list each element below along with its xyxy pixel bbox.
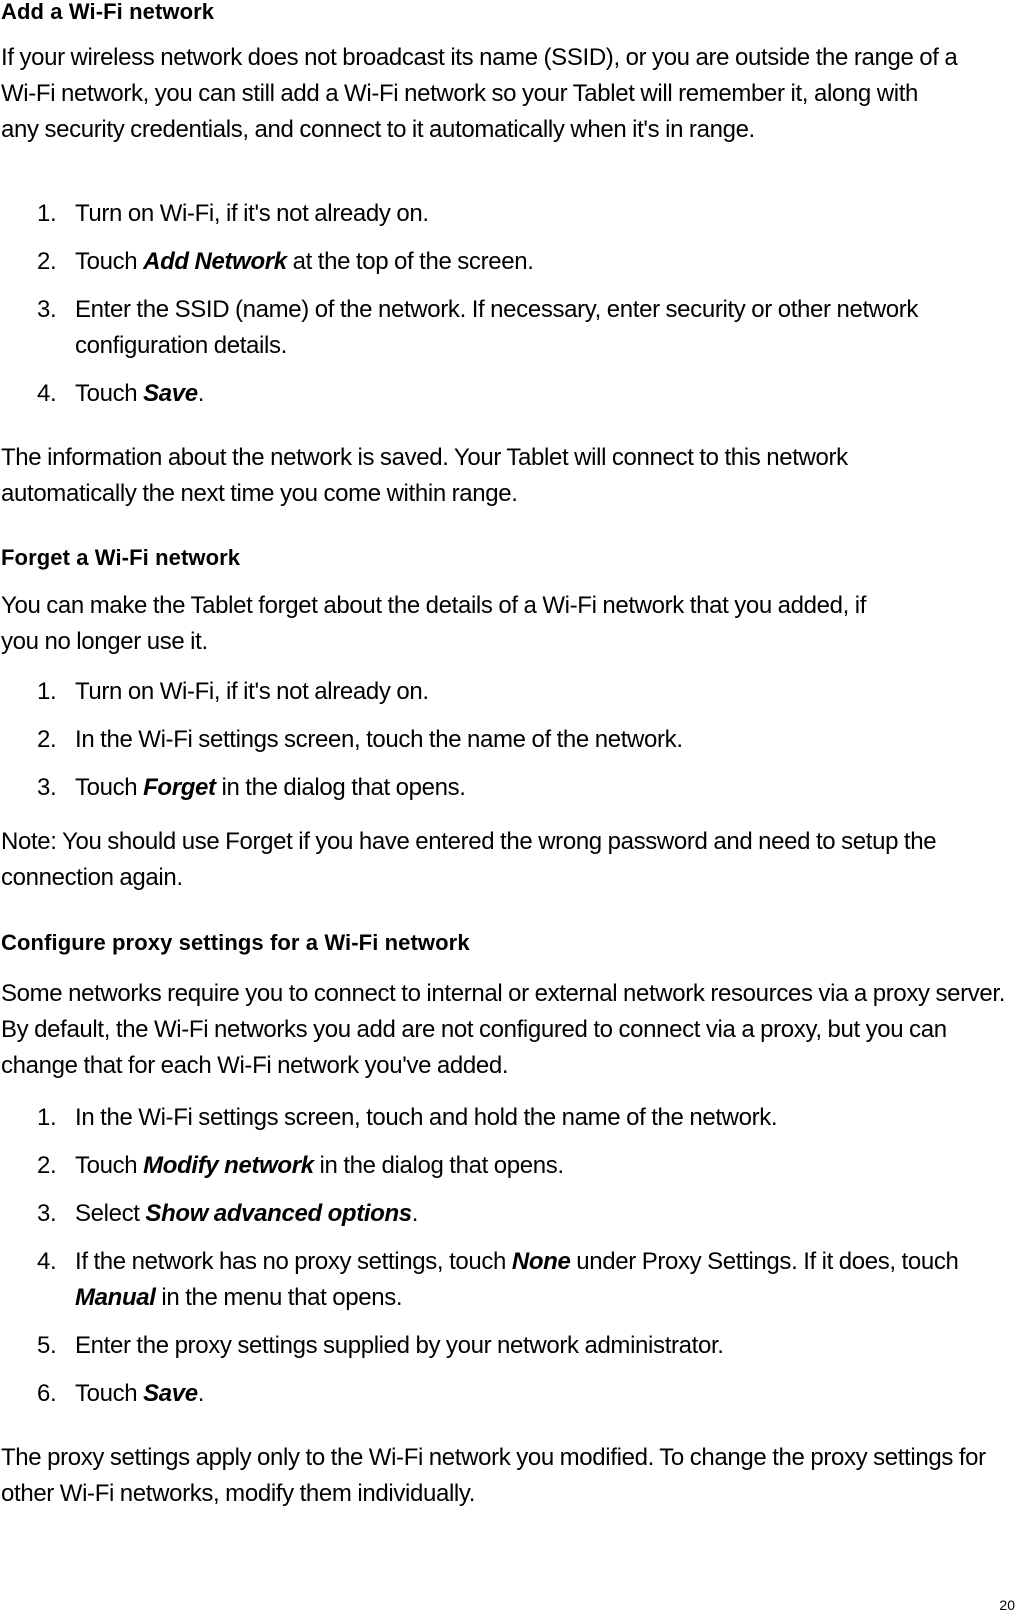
list-item [1, 376, 1001, 424]
step-text: Touch [75, 1152, 144, 1179]
add-network-outro: The information about the network is saved. Your Tablet will connect to this network automatically the next time you come within range. [1, 444, 848, 507]
list-item [1, 770, 1001, 818]
step-number: 2. [37, 726, 57, 753]
forget-network-steps [1, 674, 1001, 818]
step-text: in the dialog that opens. [215, 774, 466, 801]
step-number: 4. [37, 1248, 57, 1275]
step-text: Touch [75, 248, 144, 275]
list-item [1, 722, 1001, 770]
list-item [1, 1148, 1025, 1196]
list-item [1, 1328, 1025, 1376]
step-number: 3. [37, 1200, 57, 1227]
proxy-settings-steps [1, 1100, 1025, 1424]
step-emphasis: Show advanced options [145, 1200, 412, 1227]
step-text: In the Wi-Fi settings screen, touch and hold the name of the network. [75, 1104, 778, 1131]
step-number: 3. [37, 774, 57, 801]
forget-network-note: Note: You should use Forget if you have entered the wrong password and need to setup the connection again. [1, 828, 937, 891]
step-text: Touch [75, 1380, 144, 1407]
step-text: Enter the SSID (name) of the network. If necessary, enter security or other network configuration details. [75, 296, 919, 359]
add-network-intro: If your wireless network does not broadcast its name (SSID), or you are outside the range of a Wi-Fi network, you can still add a Wi-Fi network so your Tablet will remember it, along with any security credentials, and connect to it automatically when it's in range. [1, 44, 958, 143]
step-emphasis: Manual [75, 1284, 156, 1311]
step-number: 1. [37, 200, 57, 227]
step-text: Turn on Wi-Fi, if it's not already on. [75, 200, 429, 227]
step-text: If the network has no proxy settings, touch [75, 1248, 512, 1275]
proxy-settings-outro: The proxy settings apply only to the Wi-Fi network you modified. To change the proxy settings for other Wi-Fi networks, modify them individually. [1, 1444, 986, 1507]
step-text: Turn on Wi-Fi, if it's not already on. [75, 678, 429, 705]
step-text: in the dialog that opens. [313, 1152, 564, 1179]
proxy-settings-intro: Some networks require you to connect to internal or external network resources via a proxy server. By default, the Wi-Fi networks you add are not configured to connect via a proxy, but you can change that for each Wi-Fi network you've added. [1, 980, 1006, 1079]
step-emphasis: Save [143, 380, 198, 407]
step-text: . [197, 380, 205, 407]
step-emphasis: Forget [143, 774, 216, 801]
list-item [1, 674, 1001, 722]
step-number: 1. [37, 678, 57, 705]
list-item [1, 244, 1001, 292]
page-number: 20 [999, 1597, 1015, 1613]
list-item [1, 196, 1001, 244]
step-number: 5. [37, 1332, 57, 1359]
step-text: . [411, 1200, 419, 1227]
section-heading-proxy-settings: Configure proxy settings for a Wi-Fi network [1, 930, 470, 955]
forget-network-intro: You can make the Tablet forget about the details of a Wi-Fi network that you added, if you no longer use it. [1, 592, 867, 655]
step-text: Touch [75, 380, 144, 407]
step-text: Enter the proxy settings supplied by your network administrator. [75, 1332, 724, 1359]
add-network-steps [1, 196, 1001, 424]
step-text: at the top of the screen. [286, 248, 534, 275]
step-text: under Proxy Settings. If it does, touch [570, 1248, 959, 1275]
step-number: 6. [37, 1380, 57, 1407]
step-text: . [197, 1380, 205, 1407]
step-number: 4. [37, 380, 57, 407]
section-heading-forget-network: Forget a Wi-Fi network [1, 545, 241, 570]
step-emphasis: Add Network [143, 248, 287, 275]
list-item [1, 1376, 1025, 1424]
step-text: in the menu that opens. [155, 1284, 403, 1311]
step-text: Touch [75, 774, 144, 801]
step-emphasis: Modify network [143, 1152, 314, 1179]
step-emphasis: Save [143, 1380, 198, 1407]
step-number: 1. [37, 1104, 57, 1131]
step-text: In the Wi-Fi settings screen, touch the name of the network. [75, 726, 683, 753]
step-number: 2. [37, 248, 57, 275]
list-item [1, 1244, 1021, 1328]
list-item [1, 1100, 1025, 1148]
step-text: Select [75, 1200, 146, 1227]
section-heading-add-network: Add a Wi-Fi network [1, 0, 215, 24]
step-emphasis: None [511, 1248, 571, 1275]
step-number: 3. [37, 296, 57, 323]
step-number: 2. [37, 1152, 57, 1179]
list-item [1, 292, 935, 376]
list-item [1, 1196, 1025, 1244]
